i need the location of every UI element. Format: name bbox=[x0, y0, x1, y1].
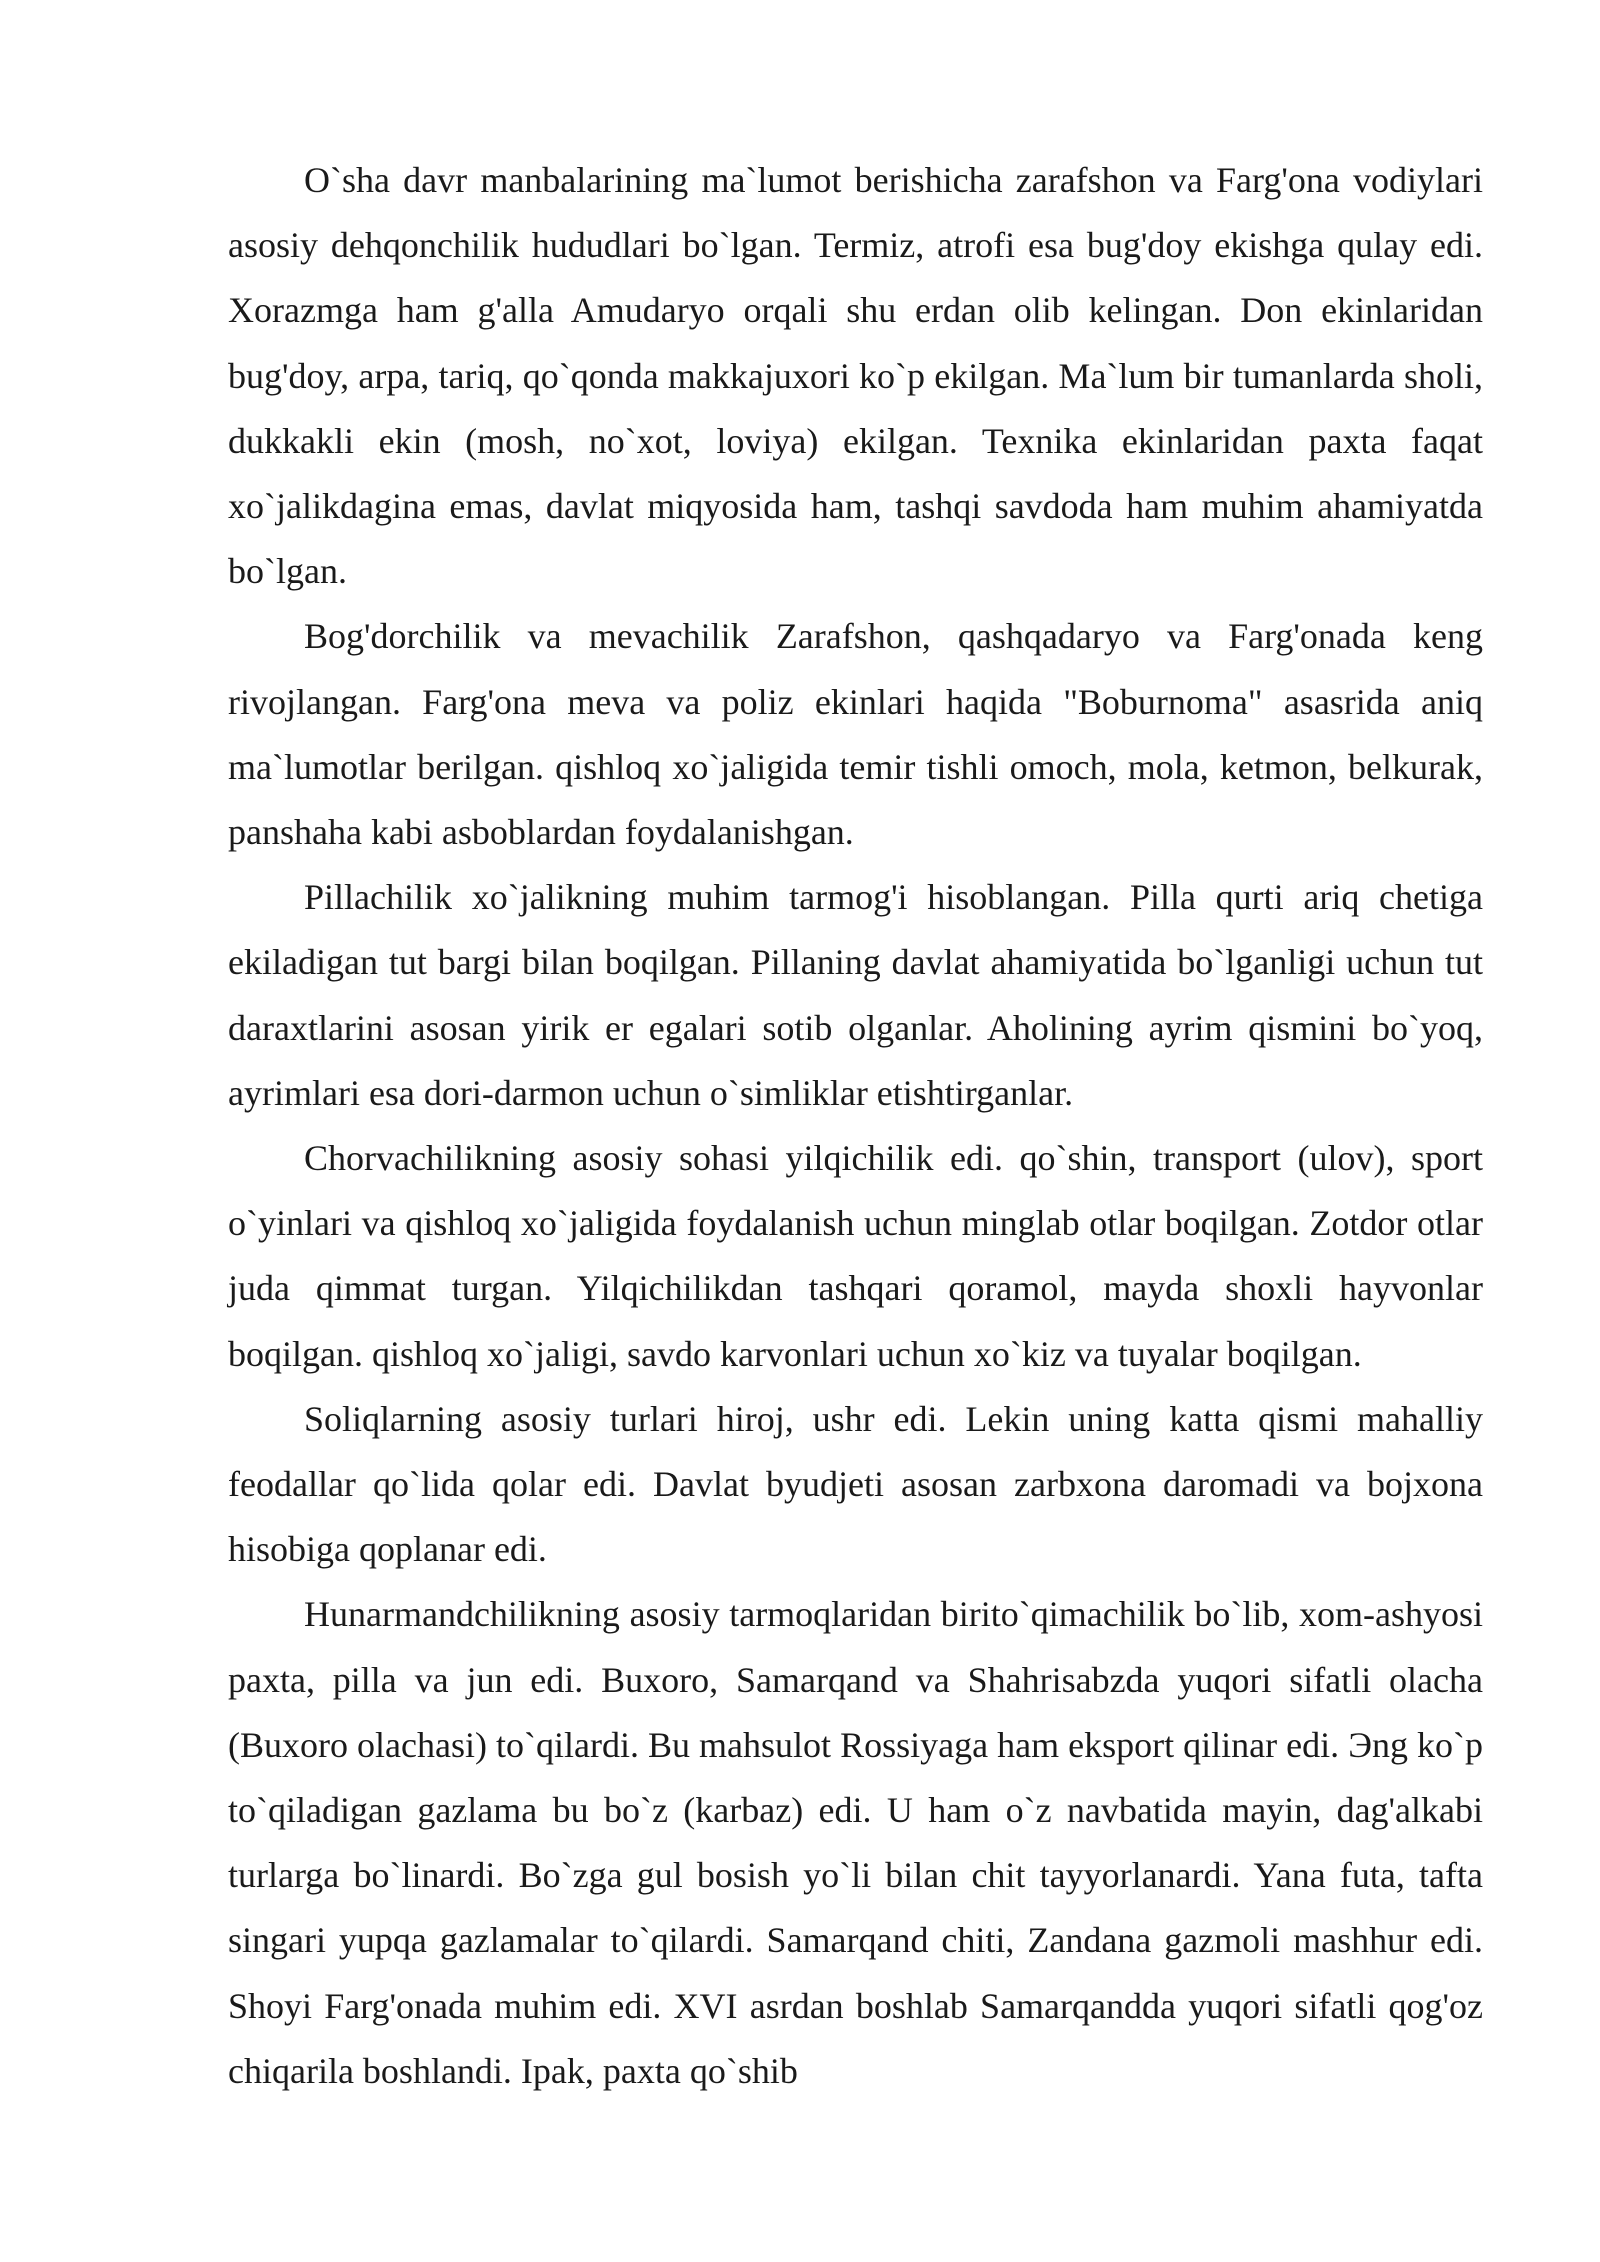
paragraph-sericulture: Pillachilik xo`jalikning muhim tarmog'i hisoblangan. Pilla qurti ariq chetiga ekiladigan tut bargi bilan boqilgan. Pillaning davlat ahamiyatida bo`lganligi uchun tut daraxtlarini asosan yirik er egalari sotib olganlar. Aholining ayrim qismini bo`yoq, ayrimlari esa dori-darmon uchun o`simliklar etishtirganlar. bbox=[228, 877, 1483, 1113]
paragraph-horticulture: Bog'dorchilik va mevachilik Zarafshon, qashqadaryo va Farg'onada keng rivojlangan. Farg'ona meva va poliz ekinlari haqida "Boburnoma" asasrida aniq ma`lumotlar berilgan. qishloq xo`jaligida temir tishli omoch, mola, ketmon, belkurak, panshaha kabi asboblardan foydalanishgan. bbox=[228, 616, 1483, 853]
paragraph-taxes: Soliqlarning asosiy turlari hiroj, ushr edi. Lekin uning katta qismi mahalliy feodallar qo`lida qolar edi. Davlat byudjeti asosan zarbxona daromadi va bojxona hisobiga qoplanar edi. bbox=[228, 1398, 1483, 1570]
paragraph-crafts: Hunarmandchilikning asosiy tarmoqlaridan birito`qimachilik bo`lib, xom-ashyosi paxta, pilla va jun edi. Buxoro, Samarqand va Shahrisabzda yuqori sifatli olacha (Buxoro olachasi) to`qilardi. Bu mahsulot Rossiyaga ham eksport qilinar edi. Эng ko`p to`qiladigan gazlama bu bo`z (karbaz) edi. U ham o`z navbatida mayin, dag'alkabi turlarga bo`linardi. Bo`zga gul bosish yo`li bilan chit tayyorlanardi. Yana futa, tafta singari yupqa gazlamalar to`qilardi. Samarqand chiti, Zandana gazmoli mashhur edi. Shoyi Farg'onada muhim edi. XVI asrdan boshlab Samarqandda yuqori sifatli qog'oz chiqarila boshlandi. Ipak, paxta qo`shib bbox=[228, 1594, 1483, 2091]
paragraph-crop-farming: O`sha davr manbalarining ma`lumot berishicha zarafshon va Farg'ona vodiylari asosiy dehqonchilik hududlari bo`lgan. Termiz, atrofi esa bug'doy ekishga qulay edi. Xorazmga ham g'alla Amudaryo orqali shu erdan olib kelingan. Don ekinlaridan bug'doy, arpa, tariq, qo`qonda makkajuxori ko`p ekilgan. Ma`lum bir tumanlarda sholi, dukkakli ekin (mosh, no`xot, loviya) ekilgan. Texnika ekinlaridan paxta faqat xo`jalikdagina emas, davlat miqyosida ham, tashqi savdoda ham muhim ahamiyatda bo`lgan. bbox=[228, 160, 1483, 592]
document-page bbox=[228, 148, 1483, 2104]
paragraph-livestock: Chorvachilikning asosiy sohasi yilqichilik edi. qo`shin, transport (ulov), sport o`yinlari va qishloq xo`jaligida foydalanish uchun minglab otlar boqilgan. Zotdor otlar juda qimmat turgan. Yilqichilikdan tashqari qoramol, mayda shoxli hayvonlar boqilgan. qishloq xo`jaligi, savdo karvonlari uchun xo`kiz va tuyalar boqilgan. bbox=[228, 1138, 1483, 1374]
